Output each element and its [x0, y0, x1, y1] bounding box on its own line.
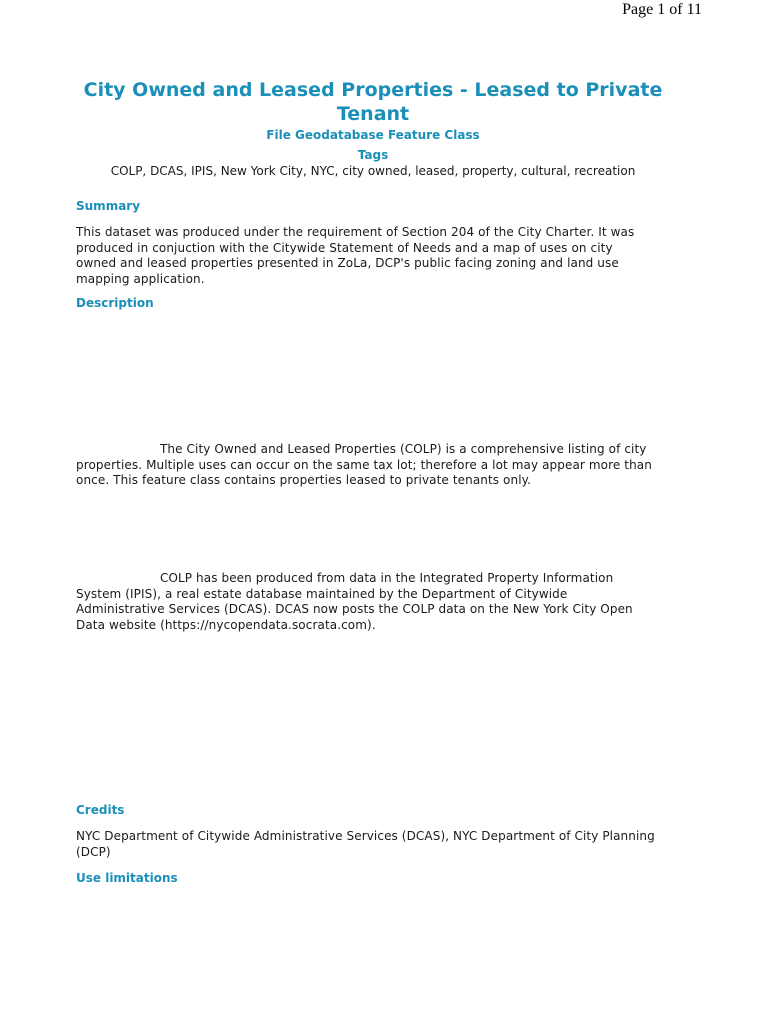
description-paragraph-2	[76, 571, 656, 633]
tags-list: COLP, DCAS, IPIS, New York City, NYC, city owned, leased, property, cultural, recreation	[110, 164, 636, 178]
description-heading: Description	[76, 296, 154, 310]
description-paragraph-2-text: COLP has been produced from data in the Integrated Property Information System (IPIS), a real estate database maintained by the Department of Citywide Administrative Services (DCAS). DCAS now posts the COLP data on the New York City Open Data website (https://nycopendata.socrata.com).	[76, 571, 633, 632]
summary-text: This dataset was produced under the requirement of Section 204 of the City Charter. It was produced in conjuction with the Citywide Statement of Needs and a map of uses on city owned and leased properties presented in ZoLa, DCP's public facing zoning and land use mapping application.	[76, 225, 635, 286]
description-paragraph-1	[76, 442, 656, 489]
credits-text: NYC Department of Citywide Administrative Services (DCAS), NYC Department of City Planning (DCP)	[76, 829, 655, 859]
summary-heading: Summary	[76, 199, 141, 213]
credits-heading: Credits	[76, 803, 125, 817]
document-title: City Owned and Leased Properties - Leased to Private Tenant	[83, 79, 663, 125]
description-paragraph-1-text: The City Owned and Leased Properties (COLP) is a comprehensive listing of city properties. Multiple uses can occur on the same tax lot; therefore a lot may appear more than once. This feature class contains properties leased to private tenants only.	[76, 442, 652, 487]
page-number: Page 1 of 11	[622, 1, 702, 18]
use-limitations-heading: Use limitations	[76, 871, 178, 885]
format-label: File Geodatabase Feature Class	[266, 128, 480, 142]
tags-heading: Tags	[357, 148, 389, 162]
